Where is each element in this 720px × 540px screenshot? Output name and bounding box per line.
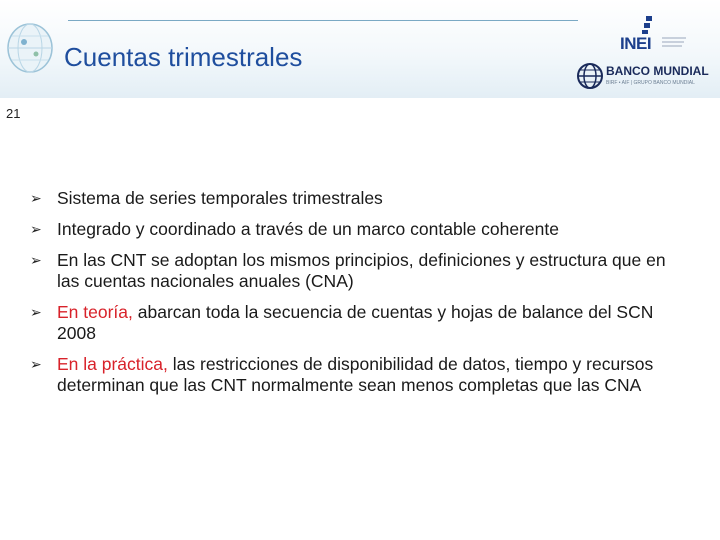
bullet-list: [30, 188, 690, 406]
world-bank-logo-text: BANCO MUNDIAL: [606, 64, 709, 78]
bullet-lead: En la práctica,: [57, 354, 168, 374]
slide-header: [0, 0, 720, 98]
list-item: [30, 302, 690, 344]
bullet-text: En las CNT se adoptan los mismos principios, definiciones y estructura que en las cuentas nacionales anuales (CNA): [57, 250, 666, 291]
bullet-lead: En teoría,: [57, 302, 133, 322]
world-bank-globe-icon: [576, 62, 604, 90]
inei-logo-text: INEI: [620, 34, 652, 53]
arrowhead-icon: ➢: [30, 252, 42, 268]
bullet-text: las restricciones de disponibilidad de datos, tiempo y recursos determinan que las CNT normalmente sean menos completas que las CNA: [57, 354, 654, 395]
slide-number: 21: [6, 106, 21, 121]
bullet-text: abarcan toda la secuencia de cuentas y hojas de balance del SCN 2008: [57, 302, 654, 343]
arrowhead-icon: ➢: [30, 356, 42, 372]
bullet-text: Sistema de series temporales trimestrales: [57, 188, 383, 208]
header-rule: [68, 20, 578, 21]
list-item: [30, 219, 690, 240]
globe-logo-icon: [4, 20, 56, 76]
page-title: Cuentas trimestrales: [64, 42, 303, 72]
arrowhead-icon: ➢: [30, 221, 42, 237]
list-item: [30, 188, 690, 209]
arrowhead-icon: ➢: [30, 304, 42, 320]
bullet-text: Integrado y coordinado a través de un marco contable coherente: [57, 219, 559, 239]
arrowhead-icon: ➢: [30, 190, 42, 206]
list-item: [30, 354, 690, 396]
world-bank-logo-subtext: BIRF • AIF | GRUPO BANCO MUNDIAL: [606, 80, 695, 86]
list-item: [30, 250, 690, 292]
